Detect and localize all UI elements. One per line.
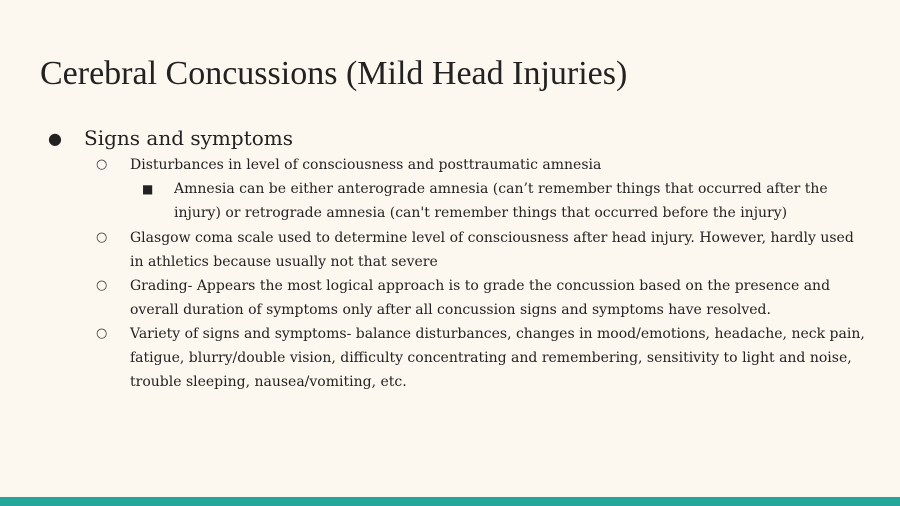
list-item-amnesia: Amnesia can be either anterograde amnesia (can’t remember things that occurred after the injury) or retrograde amnesia (can't remember things that occurred before the injury): [174, 181, 828, 221]
bullet-disc-icon: ●: [48, 129, 62, 148]
list-item-signs-and-symptoms: Signs and symptoms: [84, 126, 294, 150]
bullet-circle-icon: ○: [96, 278, 108, 293]
slide-title: Cerebral Concussions (Mild Head Injuries): [40, 55, 628, 92]
list-item-variety: Variety of signs and symptoms- balance disturbances, changes in mood/emotions, headache, neck pain, fatigue, blurry/double vision, difficulty concentrating and remembering, sensitivity to light and noise, trouble sleeping, nausea/vomiting, etc.: [130, 326, 865, 390]
bullet-circle-icon: ○: [96, 157, 108, 172]
list-item-disturbances: Disturbances in level of consciousness and posttraumatic amnesia: [130, 157, 602, 173]
bullet-circle-icon: ○: [96, 230, 108, 245]
list-item-glasgow: Glasgow coma scale used to determine level of consciousness after head injury. However, hardly used in athletics because usually not that severe: [130, 230, 854, 270]
bullet-square-icon: ■: [142, 182, 154, 196]
list-item-grading: Grading- Appears the most logical approach is to grade the concussion based on the presence and overall duration of symptoms only after all concussion signs and symptoms have resolved.: [130, 278, 831, 318]
bullet-circle-icon: ○: [96, 326, 108, 341]
accent-bar: [0, 497, 900, 506]
